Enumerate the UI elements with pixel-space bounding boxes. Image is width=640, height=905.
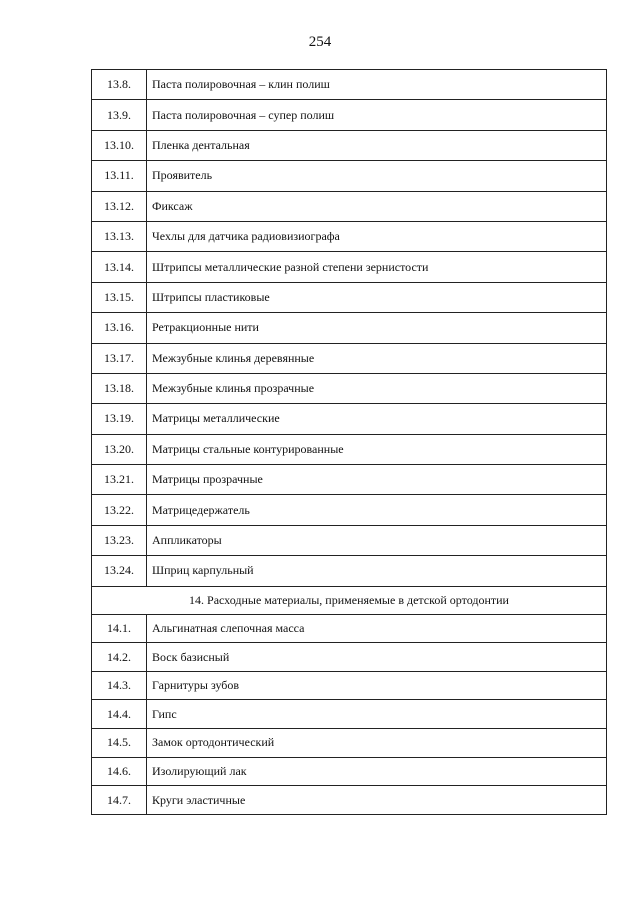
table-row bbox=[92, 313, 607, 343]
item-number: 14.5. bbox=[92, 729, 147, 758]
item-name: Матрицы стальные контурированные bbox=[147, 434, 607, 464]
item-number: 13.17. bbox=[92, 343, 147, 373]
item-number: 13.10. bbox=[92, 130, 147, 160]
item-number: 14.6. bbox=[92, 757, 147, 786]
item-number: 13.15. bbox=[92, 282, 147, 312]
item-number: 13.22. bbox=[92, 495, 147, 525]
table-row bbox=[92, 556, 607, 586]
item-name: Проявитель bbox=[147, 161, 607, 191]
item-name: Матрицедержатель bbox=[147, 495, 607, 525]
section-title: 14. Расходные материалы, применяемые в детской ортодонтии bbox=[92, 586, 607, 614]
table-row bbox=[92, 465, 607, 495]
item-number: 13.23. bbox=[92, 525, 147, 555]
item-name: Штрипсы металлические разной степени зернистости bbox=[147, 252, 607, 282]
item-name: Паста полировочная – супер полиш bbox=[147, 100, 607, 130]
item-number: 14.4. bbox=[92, 700, 147, 729]
item-name: Межзубные клинья прозрачные bbox=[147, 373, 607, 403]
table-row bbox=[92, 786, 607, 815]
item-name: Межзубные клинья деревянные bbox=[147, 343, 607, 373]
item-number: 13.13. bbox=[92, 221, 147, 251]
table-row bbox=[92, 221, 607, 251]
table-row bbox=[92, 191, 607, 221]
item-number: 13.14. bbox=[92, 252, 147, 282]
item-name: Аппликаторы bbox=[147, 525, 607, 555]
item-name: Штрипсы пластиковые bbox=[147, 282, 607, 312]
table-row bbox=[92, 525, 607, 555]
table-row bbox=[92, 643, 607, 672]
item-number: 13.20. bbox=[92, 434, 147, 464]
table-row bbox=[92, 252, 607, 282]
item-name: Матрицы прозрачные bbox=[147, 465, 607, 495]
item-name: Круги эластичные bbox=[147, 786, 607, 815]
table-row bbox=[92, 614, 607, 643]
table-row bbox=[92, 161, 607, 191]
item-number: 13.11. bbox=[92, 161, 147, 191]
table-row bbox=[92, 495, 607, 525]
item-number: 14.1. bbox=[92, 614, 147, 643]
item-name: Ретракционные нити bbox=[147, 313, 607, 343]
item-number: 13.9. bbox=[92, 100, 147, 130]
table-row bbox=[92, 373, 607, 403]
item-name: Воск базисный bbox=[147, 643, 607, 672]
item-number: 13.8. bbox=[92, 70, 147, 100]
materials-table-body bbox=[92, 70, 607, 815]
page-number: 254 bbox=[308, 34, 332, 50]
section-header-row bbox=[92, 586, 607, 614]
table-row bbox=[92, 757, 607, 786]
table-row bbox=[92, 130, 607, 160]
table-row bbox=[92, 434, 607, 464]
item-name: Изолирующий лак bbox=[147, 757, 607, 786]
item-name: Замок ортодонтический bbox=[147, 729, 607, 758]
table-row bbox=[92, 404, 607, 434]
table-row bbox=[92, 671, 607, 700]
item-name: Гипс bbox=[147, 700, 607, 729]
item-name: Паста полировочная – клин полиш bbox=[147, 70, 607, 100]
table-row bbox=[92, 282, 607, 312]
item-name: Матрицы металлические bbox=[147, 404, 607, 434]
item-number: 13.24. bbox=[92, 556, 147, 586]
materials-table bbox=[91, 69, 607, 815]
item-number: 13.21. bbox=[92, 465, 147, 495]
table-row bbox=[92, 729, 607, 758]
table-row bbox=[92, 343, 607, 373]
table-row bbox=[92, 70, 607, 100]
item-name: Гарнитуры зубов bbox=[147, 671, 607, 700]
item-name: Шприц карпульный bbox=[147, 556, 607, 586]
item-number: 13.19. bbox=[92, 404, 147, 434]
table-row bbox=[92, 100, 607, 130]
item-name: Фиксаж bbox=[147, 191, 607, 221]
item-number: 13.18. bbox=[92, 373, 147, 403]
item-name: Чехлы для датчика радиовизиографа bbox=[147, 221, 607, 251]
item-number: 13.12. bbox=[92, 191, 147, 221]
item-name: Пленка дентальная bbox=[147, 130, 607, 160]
table-row bbox=[92, 700, 607, 729]
item-number: 14.2. bbox=[92, 643, 147, 672]
item-number: 14.3. bbox=[92, 671, 147, 700]
item-number: 13.16. bbox=[92, 313, 147, 343]
item-number: 14.7. bbox=[92, 786, 147, 815]
item-name: Альгинатная слепочная масса bbox=[147, 614, 607, 643]
